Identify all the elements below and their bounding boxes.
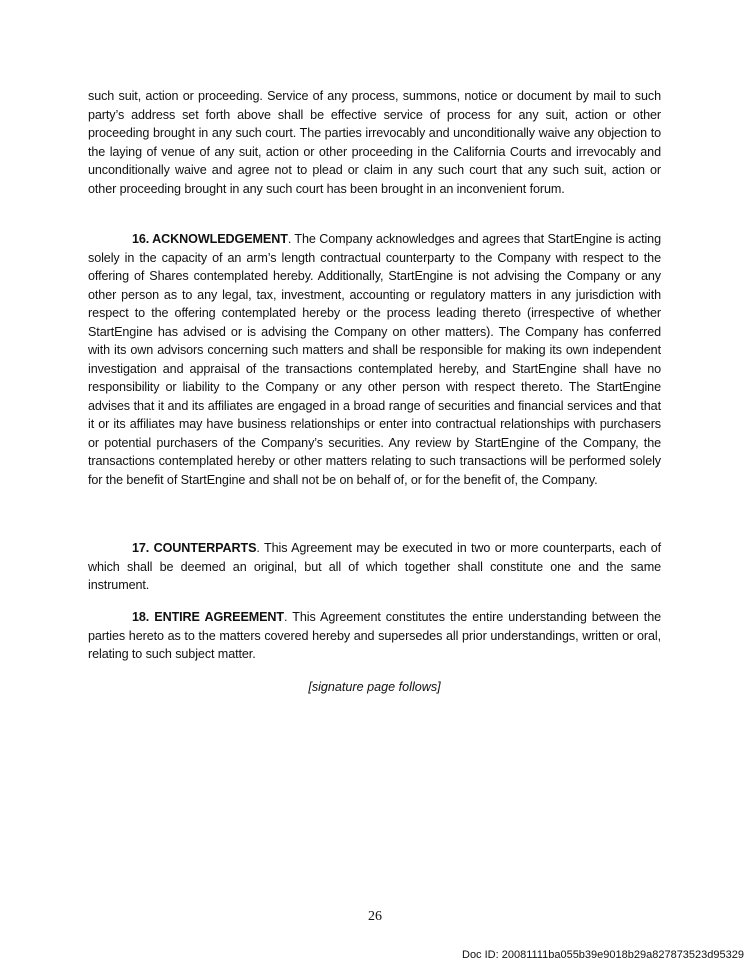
signature-page-note: [signature page follows] xyxy=(308,680,441,694)
section-body-acknowledgement: The Company acknowledges and agrees that StartEngine is acting solely in the capacity of an arm’s length contractual counterparty to the Company with respect to the offering of Shares contemplated hereby. Additionally, StartEngine is not advising the Company or any other person as to any legal, tax, investment, accounting or regulatory matters in any jurisdiction with respect to the offering contemplated hereby or the process leading thereto (irrespective of whether StartEngine has advised or is advising the Company on other matters). The Company has conferred with its own advisors concerning such matters and shall be responsible for making its own independent investigation and appraisal of the transactions contemplated hereby, and StartEngine shall have no responsibility or liability to the Company or any other person with respect thereto. The StartEngine advises that it and its affiliates are engaged in a broad range of securities and financial services and that it or its affiliates may have business relationships or enter into contractual relationships with purchasers or potential purchasers of the Company’s securities. Any review by StartEngine of the Company, the transactions contemplated hereby or other matters relating to such transactions will be performed solely for the benefit of StartEngine and shall not be on behalf of, or for the benefit of, the Company. xyxy=(88,232,661,487)
doc-id-footer: Doc ID: 20081111ba055b39e9018b29a827873523d95329 xyxy=(462,949,744,961)
section-counterparts xyxy=(88,539,661,595)
section-entire-agreement xyxy=(88,608,661,664)
page-number: 26 xyxy=(368,909,382,924)
section-body-entire-agreement: This Agreement constitutes the entire understanding between the parties hereto as to the matters covered hereby and supersedes all prior understandings, written or oral, relating to such subject matter. xyxy=(88,610,661,661)
section-heading-entire-agreement: 18. ENTIRE AGREEMENT xyxy=(132,610,285,624)
paragraph-continuation: such suit, action or proceeding. Service of any process, summons, notice or document by mail to such party’s address set forth above shall be effective service of process for any suit, action or other proceeding brought in any such court. The parties irrevocably and unconditionally waive any objection to the laying of venue of any suit, action or other proceeding in the California Courts and irrevocably and unconditionally waive and agree not to plead or claim in any such court that any such suit, action or other proceeding brought in any such court has been brought in an inconvenient forum. xyxy=(88,89,661,196)
section-heading-suffix: . xyxy=(287,232,292,246)
section-heading-suffix: . xyxy=(284,610,288,624)
section-heading-acknowledgement: 16. ACKNOWLEDGEMENT xyxy=(132,232,288,246)
section-acknowledgement xyxy=(88,230,661,489)
section-heading-counterparts: 17. COUNTERPARTS xyxy=(132,541,257,555)
section-body-counterparts: This Agreement may be executed in two or more counterparts, each of which shall be deemed an original, but all of which together shall constitute one and the same instrument. xyxy=(88,541,661,592)
section-heading-suffix: . xyxy=(256,541,260,555)
